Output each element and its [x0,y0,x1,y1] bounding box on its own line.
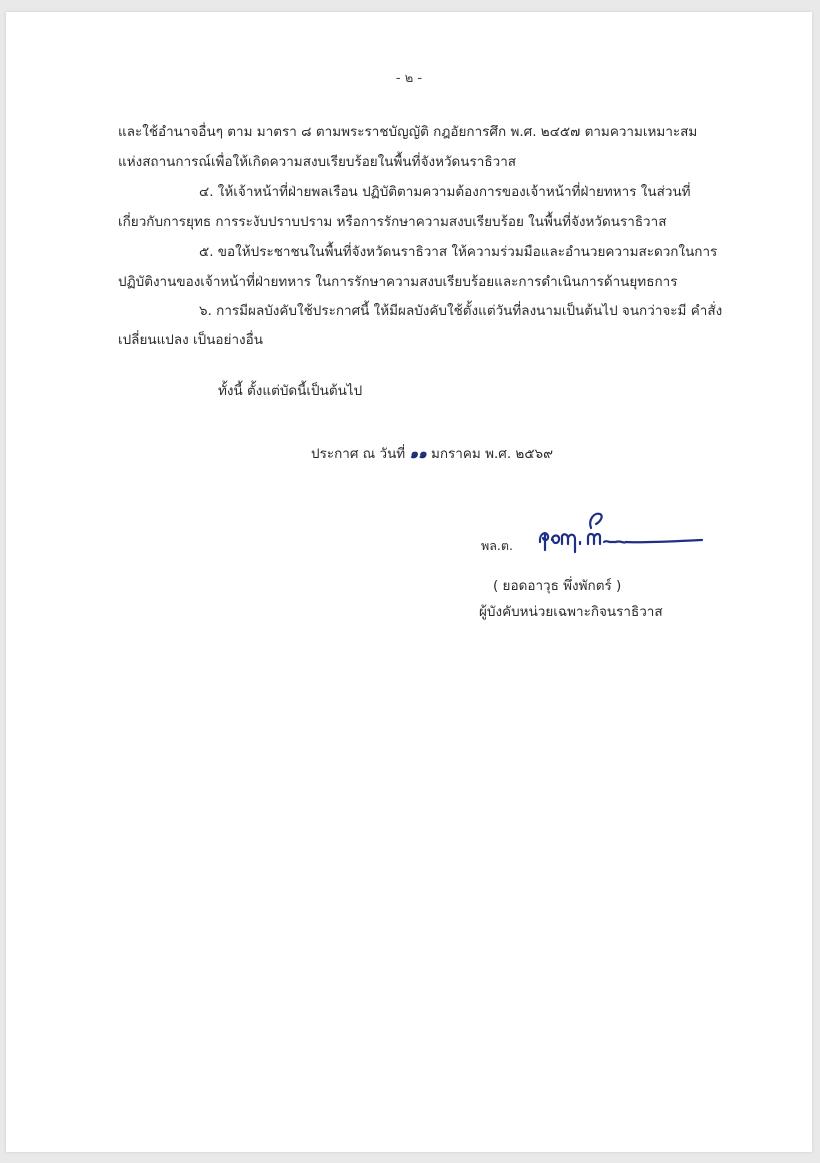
paragraph-line: แห่งสถานการณ์เพื่อให้เกิดความสงบเรียบร้อยในพื้นที่จังหวัดนราธิวาส [118,154,517,170]
effective-statement: ทั้งนี้ ตั้งแต่บัดนี้เป็นต้นไป [218,383,363,399]
announcement-suffix: มกราคม พ.ศ. ๒๕๖๙ [426,446,553,462]
signatory-name: ( ยอดอาวุธ พึ่งพักตร์ ) [493,578,622,594]
signatory-position: ผู้บังคับหน่วยเฉพาะกิจนราธิวาส [479,604,663,620]
signatory-rank: พล.ต. [481,538,513,553]
item-6-line-1: ๖. การมีผลบังคับใช้ประกาศนี้ ให้มีผลบังคับใช้ตั้งแต่วันที่ลงนามเป็นต้นไป จนกว่าจะมี คำสั่ง [199,303,723,319]
item-4-line-2: เกี่ยวกับการยุทธ การระงับปราบปราม หรือการรักษาความสงบเรียบร้อย ในพื้นที่จังหวัดนราธิวาส [118,214,667,230]
signature-image [536,504,706,564]
announcement-day: ๑๑ [409,446,427,462]
document-page [6,12,812,1152]
item-6-line-2: เปลี่ยนแปลง เป็นอย่างอื่น [118,332,263,348]
item-5-line-1: ๕. ขอให้ประชาชนในพื้นที่จังหวัดนราธิวาส ให้ความร่วมมือและอำนวยความสะดวกในการ [199,244,718,260]
paragraph-line: และใช้อำนาจอื่นๆ ตาม มาตรา ๘ ตามพระราชบัญญัติ กฎอัยการศึก พ.ศ. ๒๔๕๗ ตามความเหมาะสม [118,124,698,140]
announcement-date [311,445,553,463]
item-5-line-2: ปฏิบัติงานของเจ้าหน้าที่ฝ่ายทหาร ในการรักษาความสงบเรียบร้อยและการดำเนินการด้านยุทธการ [118,274,678,290]
page-number: - ๒ - [395,71,423,86]
item-4-line-1: ๔. ให้เจ้าหน้าที่ฝ่ายพลเรือน ปฏิบัติตามความต้องการของเจ้าหน้าที่ฝ่ายทหาร ในส่วนที่ [199,184,691,200]
announcement-prefix: ประกาศ ณ วันที่ [311,446,410,462]
